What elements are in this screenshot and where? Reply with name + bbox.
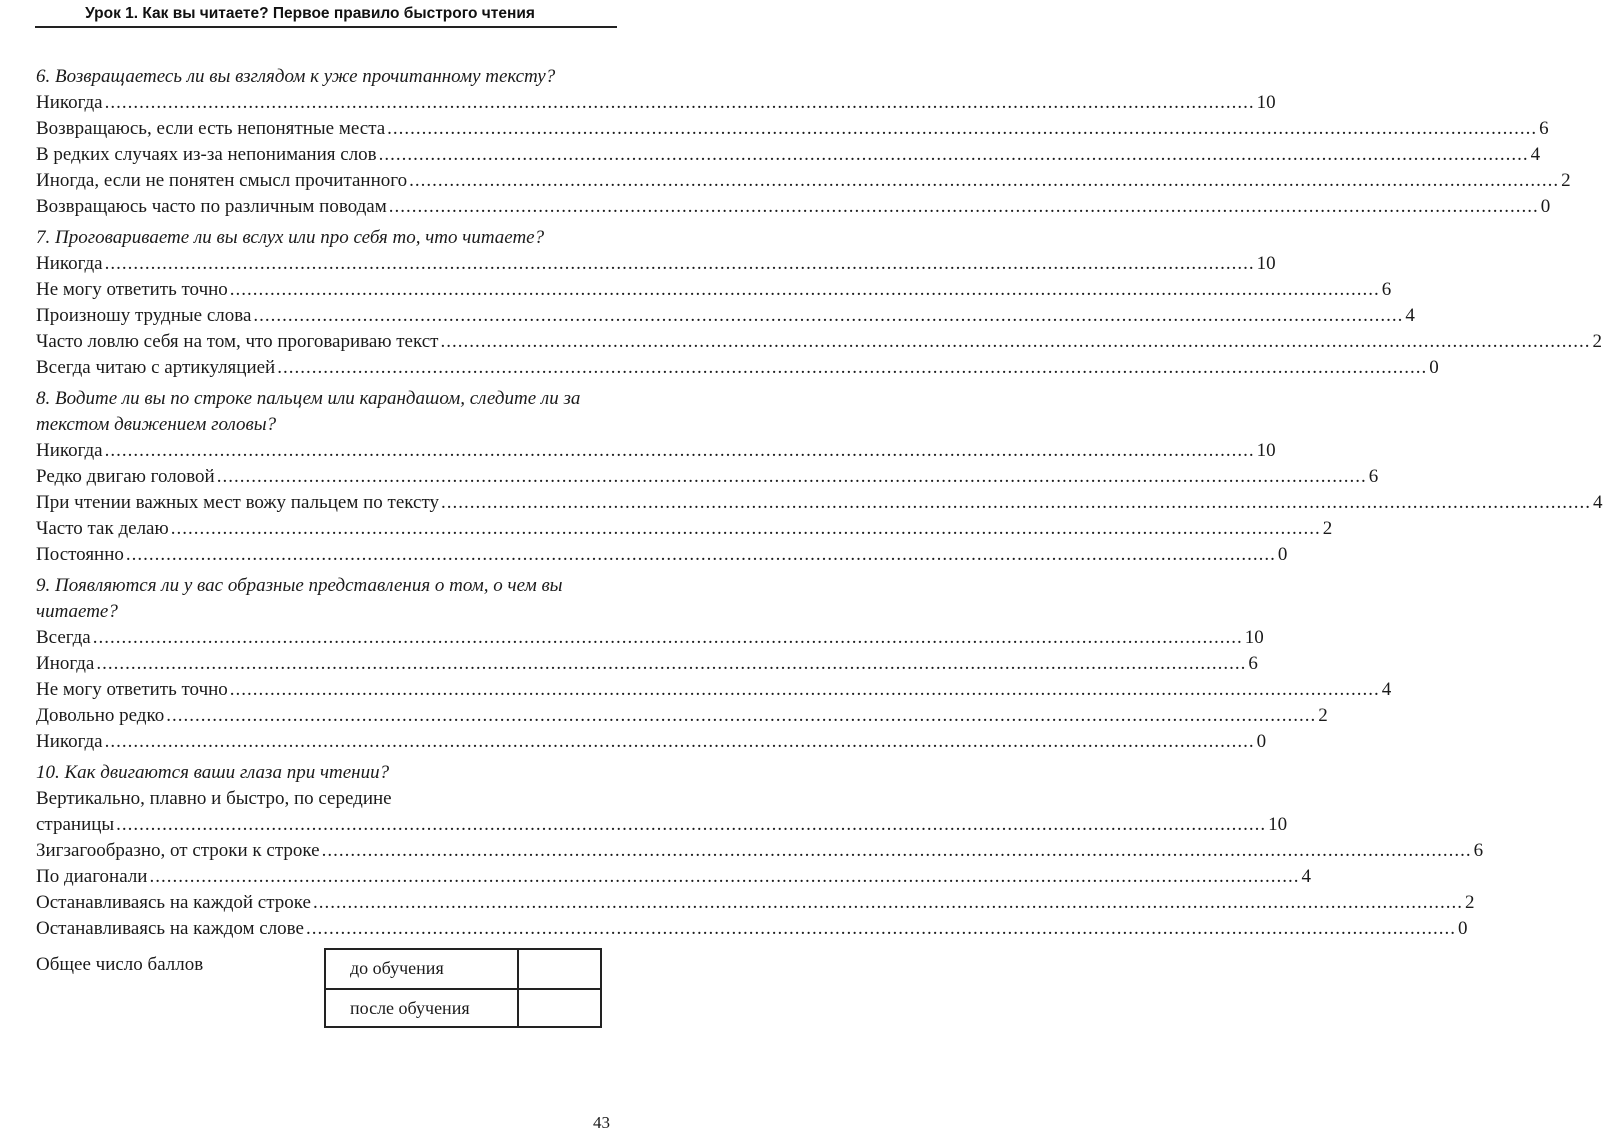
answer-label: Произношу трудные слова	[36, 305, 252, 326]
dot-leader: ........................................................................................................................................................................................................	[387, 118, 1538, 139]
dot-leader: ........................................................................................................................................................................................................	[166, 705, 1317, 726]
question-text: 10. Как двигаются ваши глаза при чтении?	[36, 762, 390, 783]
dot-leader: ........................................................................................................................................................................................................	[96, 653, 1247, 674]
answer-points: 6	[1248, 653, 1258, 674]
answer-row	[36, 838, 1484, 864]
answer-label: В редких случаях из-за непонимания слов	[36, 144, 377, 165]
answer-points: 2	[1592, 331, 1602, 352]
dot-leader: ........................................................................................................................................................................................................	[277, 357, 1428, 378]
answer-label: Никогда	[36, 440, 103, 461]
answer-row	[36, 890, 1475, 916]
total-score-section	[36, 948, 616, 1038]
answer-label: Довольно редко	[36, 705, 165, 726]
question-8	[36, 386, 1603, 568]
dot-leader: ........................................................................................................................................................................................................	[441, 492, 1591, 513]
answer-points: 2	[1561, 170, 1571, 191]
answer-row	[36, 438, 1276, 464]
answer-label: Иногда	[36, 653, 95, 674]
answer-label: страницы	[36, 814, 115, 835]
answer-label: Редко двигаю головой	[36, 466, 215, 487]
answer-row	[36, 490, 1603, 516]
answer-label: Всегда читаю с артикуляцией	[36, 357, 276, 378]
answer-points: 6	[1368, 466, 1379, 487]
dot-leader: ........................................................................................................................................................................................................	[312, 892, 1463, 913]
dot-leader: ........................................................................................................................................................................................................	[378, 144, 1529, 165]
answer-points: 10	[1256, 92, 1276, 113]
answer-row	[36, 625, 1264, 651]
dot-leader: ........................................................................................................................................................................................................	[388, 196, 1539, 217]
answer-row	[36, 142, 1541, 168]
answer-row	[36, 542, 1288, 568]
answer-label: Останавливаясь на каждом слове	[36, 918, 304, 939]
answer-label: Постоянно	[36, 544, 124, 565]
answer-row	[36, 703, 1328, 729]
answer-points: 6	[1473, 840, 1484, 861]
answer-row	[36, 251, 1276, 277]
question-9	[36, 573, 1392, 755]
answer-points: 0	[1429, 357, 1439, 378]
answer-label: Не могу ответить точно	[36, 279, 228, 300]
answer-points: 0	[1277, 544, 1288, 565]
answer-points: 10	[1256, 440, 1276, 461]
dot-leader: ........................................................................................................................................................................................................	[149, 866, 1300, 887]
answer-row	[36, 812, 1288, 838]
answer-label: Возвращаюсь, если есть непонятные места	[36, 118, 386, 139]
dot-leader: ........................................................................................................................................................................................................	[104, 731, 1255, 752]
answer-row	[36, 355, 1439, 381]
answer-row	[36, 116, 1549, 142]
answer-points: 0	[1540, 196, 1551, 217]
dot-leader: ........................................................................................................................................................................................................	[305, 918, 1456, 939]
answer-row	[36, 729, 1267, 755]
dot-leader: ........................................................................................................................................................................................................	[253, 305, 1404, 326]
answer-points: 6	[1539, 118, 1549, 139]
dot-leader: ........................................................................................................................................................................................................	[170, 518, 1321, 539]
dot-leader: ........................................................................................................................................................................................................	[104, 92, 1255, 113]
answer-label: Никогда	[36, 92, 103, 113]
answer-label: Никогда	[36, 253, 103, 274]
answer-row	[36, 168, 1571, 194]
answer-label: Не могу ответить точно	[36, 679, 228, 700]
answer-label: При чтении важных мест вожу пальцем по тексту	[36, 492, 439, 513]
before-training-label: до обучения	[350, 958, 444, 978]
answer-points: 6	[1381, 279, 1392, 300]
answer-row	[36, 90, 1276, 116]
answer-label: По диагонали	[36, 866, 148, 887]
question-6	[36, 64, 1571, 220]
answer-row	[36, 277, 1392, 303]
dot-leader: ........................................................................................................................................................................................................	[116, 814, 1267, 835]
answer-points: 4	[1530, 144, 1541, 165]
answer-points: 2	[1318, 705, 1328, 726]
question-text: 9. Появляются ли у вас образные представления о том, о чем вы читаете?	[36, 575, 563, 622]
question-7	[36, 225, 1602, 381]
questionnaire	[36, 64, 1603, 947]
answer-points: 0	[1457, 918, 1468, 939]
answer-label: Часто ловлю себя на том, что проговариваю текст	[36, 331, 439, 352]
question-text: 8. Водите ли вы по строке пальцем или карандашом, следите ли за текстом движением головы?	[36, 388, 581, 435]
dot-leader: ........................................................................................................................................................................................................	[104, 440, 1255, 461]
answer-label: Иногда, если не понятен смысл прочитанного	[36, 170, 408, 191]
answer-label: Зигзагообразно, от строки к строке	[36, 840, 320, 861]
dot-leader: ........................................................................................................................................................................................................	[125, 544, 1276, 565]
answer-label: Часто так делаю	[36, 518, 169, 539]
dot-leader: ........................................................................................................................................................................................................	[440, 331, 1591, 352]
dot-leader: ........................................................................................................................................................................................................	[92, 627, 1243, 648]
answer-points: 10	[1244, 627, 1264, 648]
answer-row	[36, 194, 1551, 220]
answer-points: 4	[1301, 866, 1311, 887]
running-header	[0, 0, 620, 28]
answer-row	[36, 864, 1311, 890]
score-table	[324, 948, 602, 1028]
dot-leader: ........................................................................................................................................................................................................	[321, 840, 1472, 861]
dot-leader: ........................................................................................................................................................................................................	[104, 253, 1255, 274]
answer-row	[36, 464, 1379, 490]
question-10	[36, 760, 1484, 942]
header-rule	[35, 26, 617, 28]
before-training-score-cell[interactable]	[517, 950, 602, 988]
answer-label: Никогда	[36, 731, 103, 752]
answer-label: Возвращаюсь часто по различным поводам	[36, 196, 387, 217]
dot-leader: ........................................................................................................................................................................................................	[216, 466, 1367, 487]
answer-points: 10	[1256, 253, 1276, 274]
answer-label: Всегда	[36, 627, 91, 648]
answer-points: 2	[1464, 892, 1475, 913]
answer-row	[36, 651, 1258, 677]
answer-row	[36, 516, 1333, 542]
answer-points: 10	[1268, 814, 1288, 835]
after-training-label: после обучения	[350, 998, 470, 1018]
dot-leader: ........................................................................................................................................................................................................	[409, 170, 1560, 191]
answer-row	[36, 677, 1392, 703]
after-training-score-cell[interactable]	[517, 990, 602, 1028]
answer-label: Останавливаясь на каждой строке	[36, 892, 311, 913]
page-number: 43	[593, 1113, 610, 1132]
answer-points: 4	[1405, 305, 1415, 326]
dot-leader: ........................................................................................................................................................................................................	[229, 679, 1380, 700]
score-row-before	[326, 950, 600, 990]
score-row-after	[326, 990, 600, 1028]
answer-points: 4	[1593, 492, 1603, 513]
dot-leader: ........................................................................................................................................................................................................	[229, 279, 1380, 300]
answer-row	[36, 329, 1602, 355]
answer-row	[36, 303, 1415, 329]
answer-row	[36, 916, 1468, 942]
question-text: 6. Возвращаетесь ли вы взглядом к уже прочитанному тексту?	[36, 66, 556, 87]
question-text: 7. Проговариваете ли вы вслух или про себя то, что читаете?	[36, 227, 545, 248]
answer-lead-line: Вертикально, плавно и быстро, по середине	[36, 788, 392, 809]
answer-points: 4	[1381, 679, 1392, 700]
answer-points: 2	[1322, 518, 1333, 539]
answer-points: 0	[1256, 731, 1267, 752]
total-score-label: Общее число баллов	[36, 954, 204, 975]
header-title: Урок 1. Как вы читаете? Первое правило быстрого чтения	[85, 5, 535, 22]
